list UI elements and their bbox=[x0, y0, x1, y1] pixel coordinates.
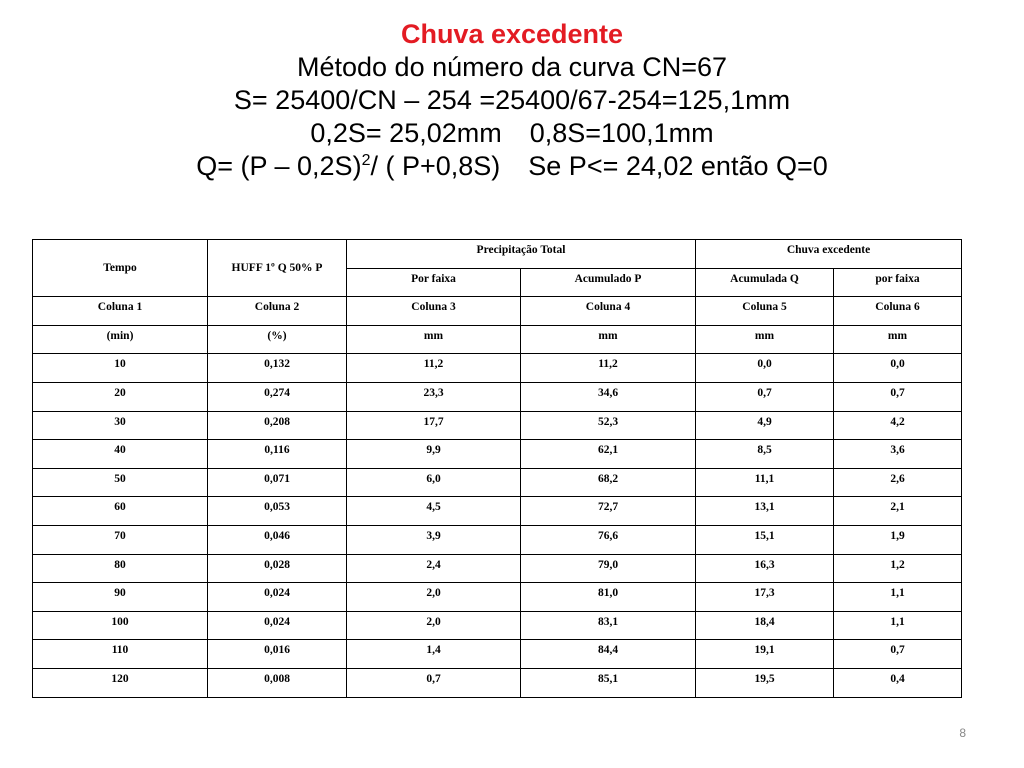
q-formula-line bbox=[0, 150, 1024, 183]
ia-line bbox=[0, 117, 1024, 150]
table-cell: 90 bbox=[33, 583, 208, 612]
table-cell: 80 bbox=[33, 554, 208, 583]
table-cell: 0,053 bbox=[208, 497, 347, 526]
table-row bbox=[33, 668, 962, 697]
table-cell: 0,7 bbox=[834, 640, 962, 669]
unit-cell: (%) bbox=[208, 325, 347, 354]
column-names-row bbox=[33, 297, 962, 326]
table-cell: 50 bbox=[33, 468, 208, 497]
table-cell: 11,2 bbox=[347, 354, 521, 383]
method-line: Método do número da curva CN=67 bbox=[297, 52, 727, 82]
table-row bbox=[33, 640, 962, 669]
table-cell: 81,0 bbox=[521, 583, 696, 612]
table-row bbox=[33, 411, 962, 440]
table-cell: 83,1 bbox=[521, 611, 696, 640]
table-cell: 34,6 bbox=[521, 382, 696, 411]
table-cell: 1,9 bbox=[834, 525, 962, 554]
table-cell: 16,3 bbox=[696, 554, 834, 583]
column-name: Coluna 5 bbox=[696, 297, 834, 326]
table-cell: 0,208 bbox=[208, 411, 347, 440]
table-cell: 4,5 bbox=[347, 497, 521, 526]
table-cell: 0,024 bbox=[208, 583, 347, 612]
header-tempo: Tempo bbox=[33, 240, 208, 297]
column-name: Coluna 2 bbox=[208, 297, 347, 326]
table-cell: 10 bbox=[33, 354, 208, 383]
table-row bbox=[33, 525, 962, 554]
table-cell: 17,7 bbox=[347, 411, 521, 440]
table-cell: 110 bbox=[33, 640, 208, 669]
table-row bbox=[33, 440, 962, 469]
unit-cell: mm bbox=[834, 325, 962, 354]
table-cell: 19,5 bbox=[696, 668, 834, 697]
table-cell: 62,1 bbox=[521, 440, 696, 469]
ia-value: 0,2S= 25,02mm bbox=[310, 118, 502, 148]
table-cell: 0,7 bbox=[347, 668, 521, 697]
table-cell: 2,1 bbox=[834, 497, 962, 526]
table-cell: 4,2 bbox=[834, 411, 962, 440]
table-cell: 0,071 bbox=[208, 468, 347, 497]
header-precipitacao-total: Precipitação Total bbox=[347, 240, 696, 269]
table-cell: 8,5 bbox=[696, 440, 834, 469]
header-row-1 bbox=[33, 240, 962, 269]
table-cell: 2,6 bbox=[834, 468, 962, 497]
table-cell: 0,028 bbox=[208, 554, 347, 583]
table-cell: 11,1 bbox=[696, 468, 834, 497]
table-cell: 72,7 bbox=[521, 497, 696, 526]
table-cell: 1,1 bbox=[834, 611, 962, 640]
table-cell: 120 bbox=[33, 668, 208, 697]
header-por-faixa-precip: Por faixa bbox=[347, 268, 521, 297]
table-cell: 0,0 bbox=[696, 354, 834, 383]
table-cell: 79,0 bbox=[521, 554, 696, 583]
s08-value: 0,8S=100,1mm bbox=[529, 118, 714, 148]
slide-heading bbox=[0, 18, 1024, 183]
unit-cell: mm bbox=[521, 325, 696, 354]
table-row bbox=[33, 583, 962, 612]
q-condition: Se P<= 24,02 então Q=0 bbox=[528, 151, 828, 181]
header-acumulada-q: Acumulada Q bbox=[696, 268, 834, 297]
excess-rain-table bbox=[32, 239, 962, 698]
table-cell: 2,4 bbox=[347, 554, 521, 583]
table-cell: 1,1 bbox=[834, 583, 962, 612]
column-name: Coluna 3 bbox=[347, 297, 521, 326]
table-cell: 40 bbox=[33, 440, 208, 469]
header-chuva-excedente: Chuva excedente bbox=[696, 240, 962, 269]
table-cell: 68,2 bbox=[521, 468, 696, 497]
table-cell: 0,0 bbox=[834, 354, 962, 383]
table-row bbox=[33, 497, 962, 526]
table-cell: 3,9 bbox=[347, 525, 521, 554]
table-cell: 11,2 bbox=[521, 354, 696, 383]
table-cell: 6,0 bbox=[347, 468, 521, 497]
table-cell: 2,0 bbox=[347, 583, 521, 612]
table-cell: 1,2 bbox=[834, 554, 962, 583]
table-cell: 17,3 bbox=[696, 583, 834, 612]
table-cell: 0,274 bbox=[208, 382, 347, 411]
table-row bbox=[33, 554, 962, 583]
table-cell: 9,9 bbox=[347, 440, 521, 469]
table-cell: 18,4 bbox=[696, 611, 834, 640]
unit-cell: mm bbox=[347, 325, 521, 354]
table-row bbox=[33, 354, 962, 383]
table-cell: 60 bbox=[33, 497, 208, 526]
q-formula-exponent: 2 bbox=[361, 152, 371, 169]
units-row bbox=[33, 325, 962, 354]
s-formula-line: S= 25400/CN – 254 =25400/67-254=125,1mm bbox=[233, 85, 791, 115]
table-cell: 0,7 bbox=[834, 382, 962, 411]
header-huff: HUFF 1º Q 50% P bbox=[208, 240, 347, 297]
table-cell: 0,016 bbox=[208, 640, 347, 669]
table-cell: 52,3 bbox=[521, 411, 696, 440]
table-cell: 0,046 bbox=[208, 525, 347, 554]
q-formula-part1: Q= (P – 0,2S) bbox=[196, 151, 362, 181]
table-cell: 100 bbox=[33, 611, 208, 640]
table-cell: 4,9 bbox=[696, 411, 834, 440]
table-cell: 70 bbox=[33, 525, 208, 554]
table-cell: 84,4 bbox=[521, 640, 696, 669]
column-name: Coluna 4 bbox=[521, 297, 696, 326]
q-formula-part2: / ( P+0,8S) bbox=[370, 151, 501, 181]
table-cell: 19,1 bbox=[696, 640, 834, 669]
table-cell: 0,008 bbox=[208, 668, 347, 697]
unit-cell: mm bbox=[696, 325, 834, 354]
slide-title: Chuva excedente bbox=[400, 19, 624, 49]
table-row bbox=[33, 468, 962, 497]
table-cell: 1,4 bbox=[347, 640, 521, 669]
table-cell: 0,024 bbox=[208, 611, 347, 640]
column-name: Coluna 6 bbox=[834, 297, 962, 326]
table-cell: 0,7 bbox=[696, 382, 834, 411]
table-cell: 85,1 bbox=[521, 668, 696, 697]
column-name: Coluna 1 bbox=[33, 297, 208, 326]
table-cell: 0,116 bbox=[208, 440, 347, 469]
table-cell: 3,6 bbox=[834, 440, 962, 469]
table-cell: 23,3 bbox=[347, 382, 521, 411]
table-cell: 15,1 bbox=[696, 525, 834, 554]
table-cell: 2,0 bbox=[347, 611, 521, 640]
table-cell: 13,1 bbox=[696, 497, 834, 526]
table-cell: 76,6 bbox=[521, 525, 696, 554]
table-cell: 0,4 bbox=[834, 668, 962, 697]
table-row bbox=[33, 611, 962, 640]
table-cell: 20 bbox=[33, 382, 208, 411]
table-cell: 0,132 bbox=[208, 354, 347, 383]
table-row bbox=[33, 382, 962, 411]
table-cell: 30 bbox=[33, 411, 208, 440]
page-number: 8 bbox=[959, 726, 966, 740]
header-por-faixa-excedente: por faixa bbox=[834, 268, 962, 297]
unit-cell: (min) bbox=[33, 325, 208, 354]
header-acumulado-p: Acumulado P bbox=[521, 268, 696, 297]
